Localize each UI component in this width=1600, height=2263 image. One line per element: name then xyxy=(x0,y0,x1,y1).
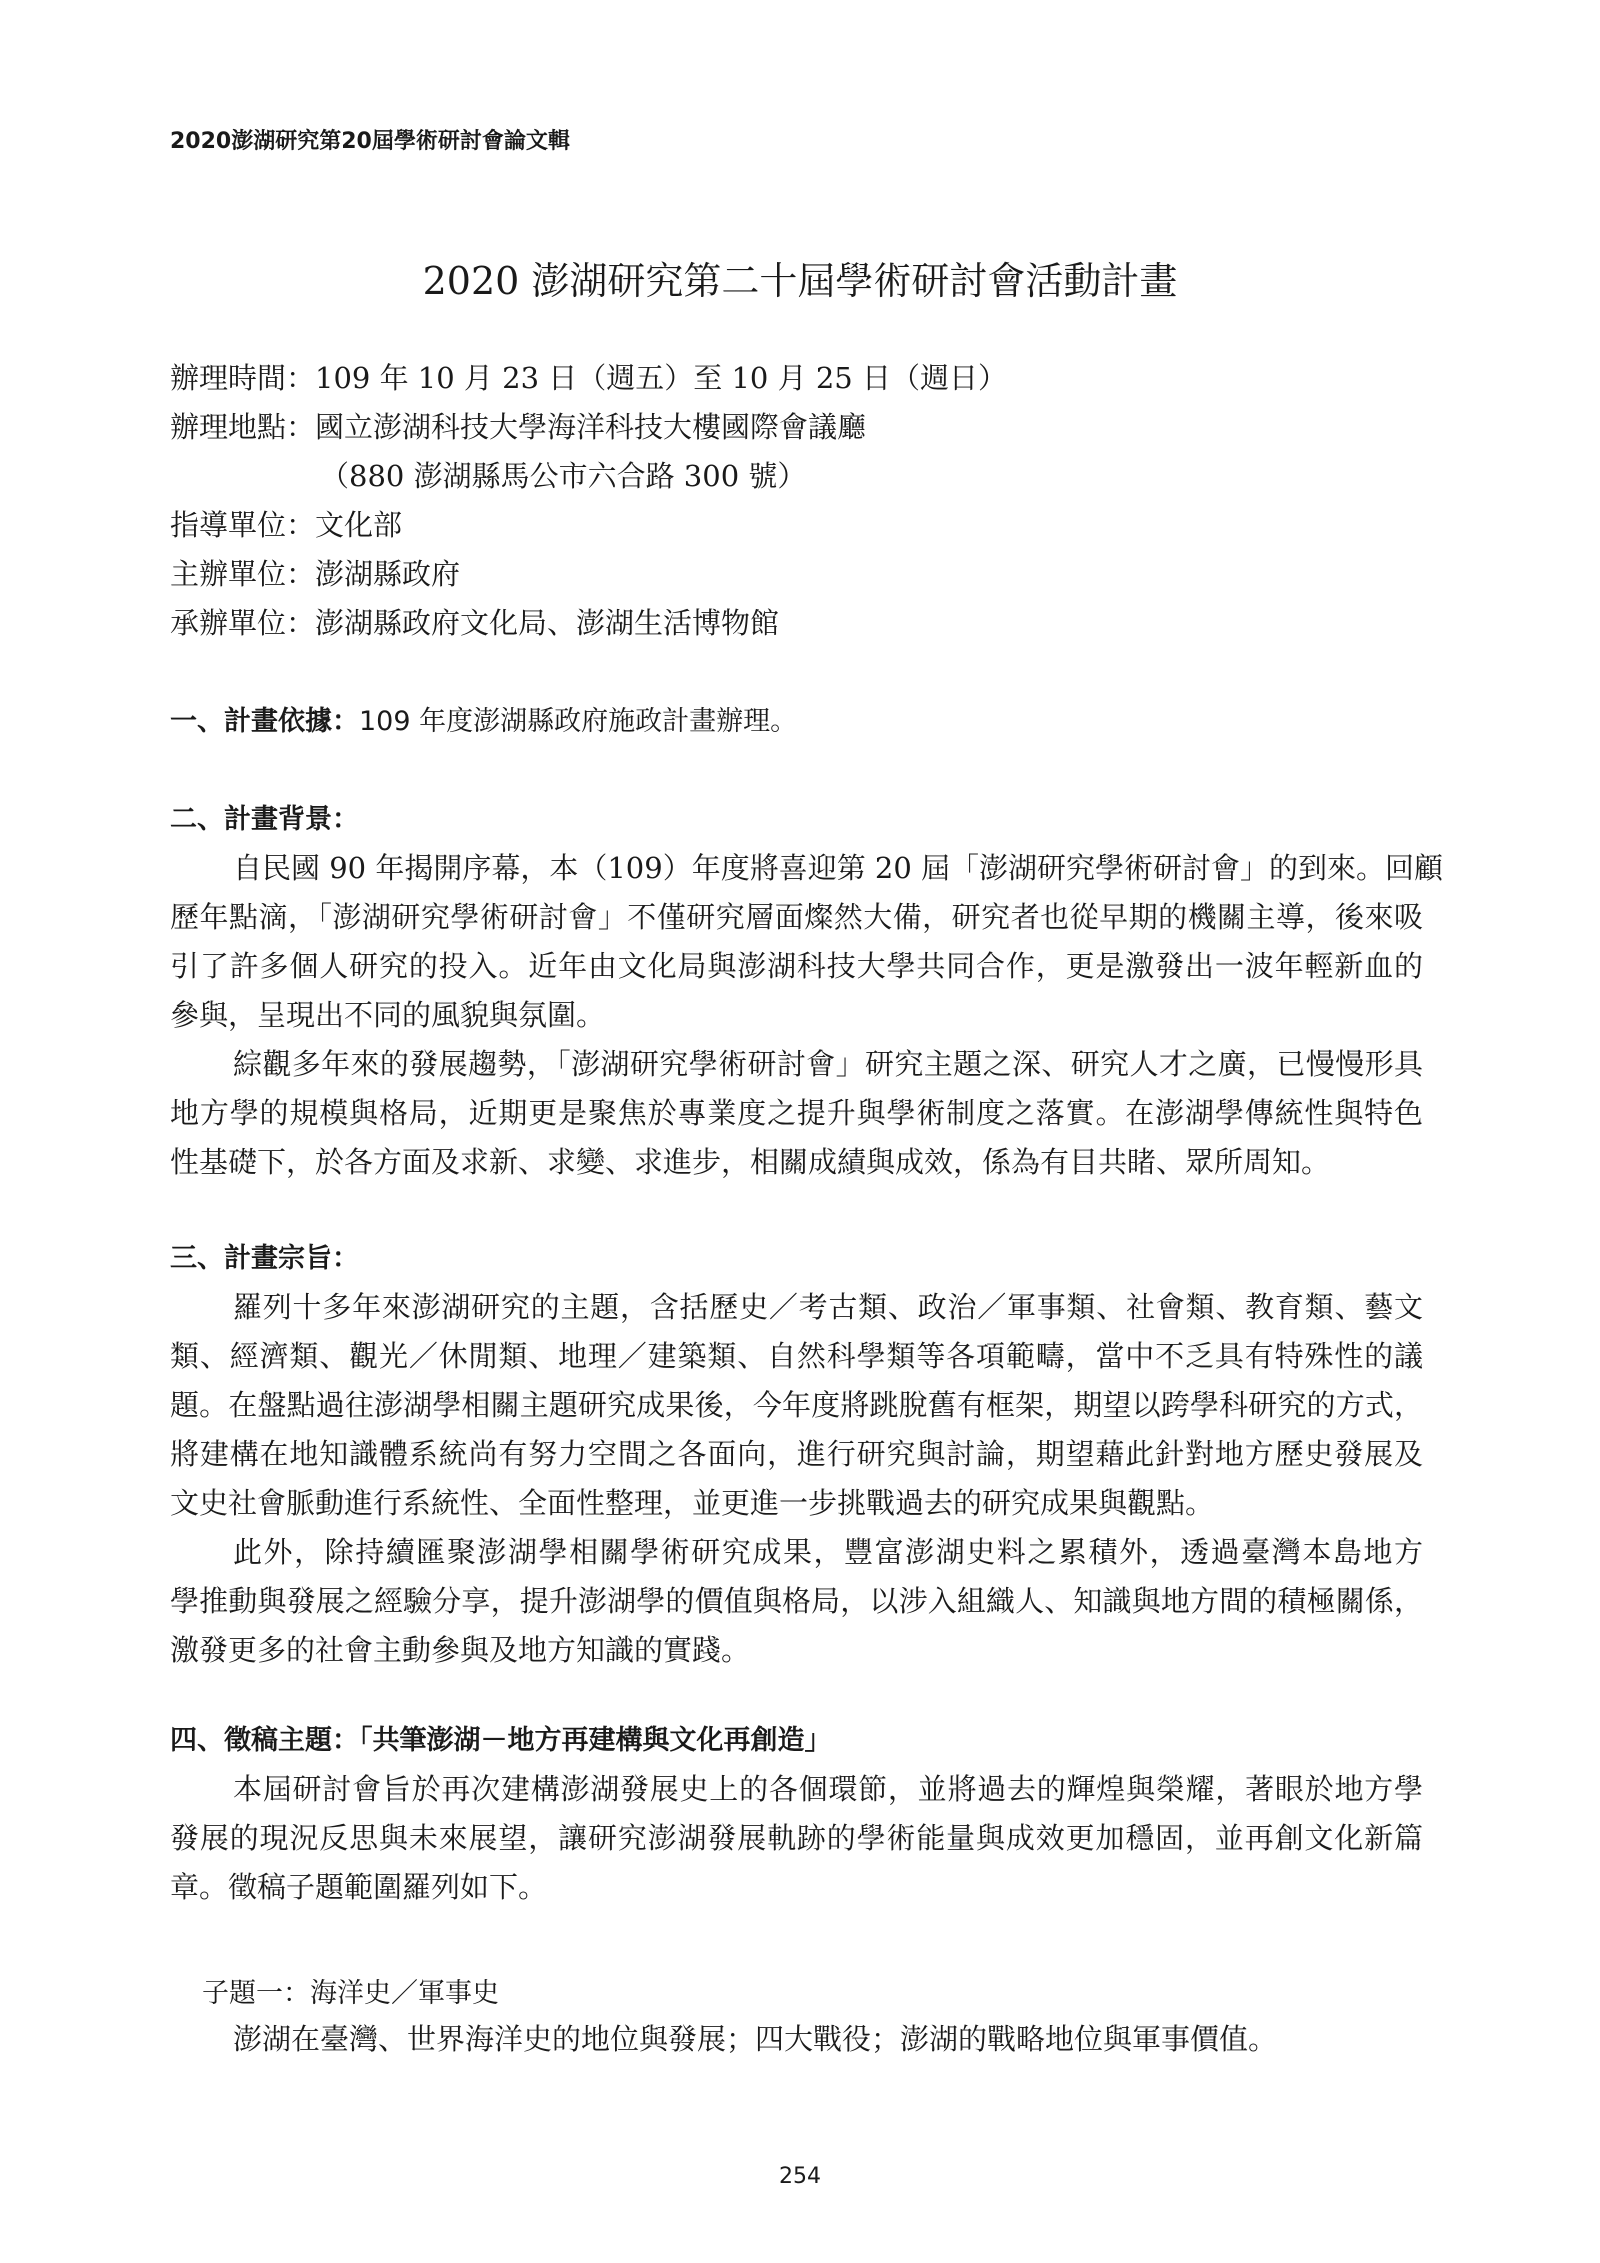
info-time xyxy=(170,354,1423,403)
info-address xyxy=(170,452,1423,501)
section-4 xyxy=(170,1716,1423,1912)
section-2 xyxy=(170,795,1444,1187)
paragraph-line: 發展的現況反思與未來展望，讓研究澎湖發展軌跡的學術能量與成效更加穩固，並再創文化新篇 xyxy=(170,1821,1423,1855)
info-label: 辦理時間： xyxy=(170,361,316,395)
info-venue xyxy=(170,403,1423,452)
info-organizer xyxy=(170,550,1423,599)
paragraph-line: 類、經濟類、觀光／休閒類、地理／建築類、自然科學類等各項範疇，當中不乏具有特殊性的議 xyxy=(170,1339,1423,1373)
info-label: 指導單位： xyxy=(170,508,316,542)
info-value: 文化部 xyxy=(315,508,403,542)
section-heading: 三、計畫宗旨： xyxy=(170,1243,359,1274)
subtopic-text: 澎湖在臺灣、世界海洋史的地位與發展；四大戰役；澎湖的戰略地位與軍事價值。 xyxy=(233,2022,1278,2056)
paragraph-line: 引了許多個人研究的投入。近年由文化局與澎湖科技大學共同合作，更是激發出一波年輕新血的 xyxy=(170,949,1423,983)
section-1 xyxy=(170,697,1423,746)
paragraph-line: 此外，除持續匯聚澎湖學相關學術研究成果，豐富澎湖史料之累積外，透過臺灣本島地方 xyxy=(233,1535,1423,1569)
subtopic-title: 子題一：海洋史／軍事史 xyxy=(202,1978,499,2009)
section-heading: 一、計畫依據： xyxy=(170,706,359,737)
paragraph-line: 文史社會脈動進行系統性、全面性整理，並更進一步挑戰過去的研究成果與觀點。 xyxy=(170,1486,1215,1520)
running-header: 2020澎湖研究第20屆學術研討會論文輯 xyxy=(170,129,570,154)
paragraph-line: 地方學的規模與格局，近期更是聚焦於專業度之提升與學術制度之落實。在澎湖學傳統性與特色 xyxy=(170,1096,1423,1130)
paragraph-line: 參與，呈現出不同的風貌與氛圍。 xyxy=(170,998,606,1032)
page-title: 2020 澎湖研究第二十屆學術研討會活動計畫 xyxy=(422,259,1178,303)
info-executor xyxy=(170,599,1423,648)
section-text: 109 年度澎湖縣政府施政計畫辦理。 xyxy=(359,706,798,737)
paragraph-line: 題。在盤點過往澎湖學相關主題研究成果後，今年度將跳脫舊有框架，期望以跨學科研究的方式， xyxy=(170,1388,1423,1422)
paragraph-line: 激發更多的社會主動參與及地方知識的實踐。 xyxy=(170,1633,751,1667)
subtopic-1 xyxy=(170,1969,1423,2060)
page-number: 254 xyxy=(779,2164,821,2189)
section-3 xyxy=(170,1234,1423,1675)
info-value: 澎湖縣政府文化局、澎湖生活博物館 xyxy=(315,606,780,640)
paragraph-line: 綜觀多年來的發展趨勢，「澎湖研究學術研討會」研究主題之深、研究人才之廣，已慢慢形具 xyxy=(233,1047,1423,1081)
paragraph-line: 將建構在地知識體系統尚有努力空間之各面向，進行研究與討論，期望藉此針對地方歷史發展及 xyxy=(170,1437,1423,1471)
info-value: 澎湖縣政府 xyxy=(315,557,461,591)
paragraph-line: 性基礎下，於各方面及求新、求變、求進步，相關成績與成效，係為有目共睹、眾所周知。 xyxy=(170,1145,1331,1179)
paragraph-line: 學推動與發展之經驗分享，提升澎湖學的價值與格局，以涉入組織人、知識與地方間的積極關係， xyxy=(170,1584,1423,1618)
event-info xyxy=(170,354,1423,648)
paragraph-line: 羅列十多年來澎湖研究的主題，含括歷史／考古類、政治／軍事類、社會類、教育類、藝文 xyxy=(233,1290,1423,1324)
paragraph-line: 章。徵稿子題範圍羅列如下。 xyxy=(170,1870,548,1904)
info-label: 辦理地點： xyxy=(170,410,316,444)
paragraph-line: 歷年點滴，「澎湖研究學術研討會」不僅研究層面燦然大備，研究者也從早期的機關主導，後來吸 xyxy=(170,900,1423,934)
paragraph-line: 本屆研討會旨於再次建構澎湖發展史上的各個環節，並將過去的輝煌與榮耀，著眼於地方學 xyxy=(233,1772,1423,1806)
info-value: 109 年 10 月 23 日（週五）至 10 月 25 日（週日） xyxy=(315,361,1007,395)
info-label: 承辦單位： xyxy=(170,606,316,640)
section-heading: 二、計畫背景： xyxy=(170,804,359,835)
info-value: 國立澎湖科技大學海洋科技大樓國際會議廳 xyxy=(315,410,867,444)
paragraph-line: 自民國 90 年揭開序幕，本（109）年度將喜迎第 20 屆「澎湖研究學術研討會」的到來。回顧 xyxy=(233,851,1444,885)
info-label: 主辦單位： xyxy=(170,557,316,591)
section-heading: 四、徵稿主題：「共筆澎湖－地方再建構與文化再創造」 xyxy=(170,1725,832,1756)
info-supervisor xyxy=(170,501,1423,550)
info-value: （880 澎湖縣馬公市六合路 300 號） xyxy=(320,459,807,493)
